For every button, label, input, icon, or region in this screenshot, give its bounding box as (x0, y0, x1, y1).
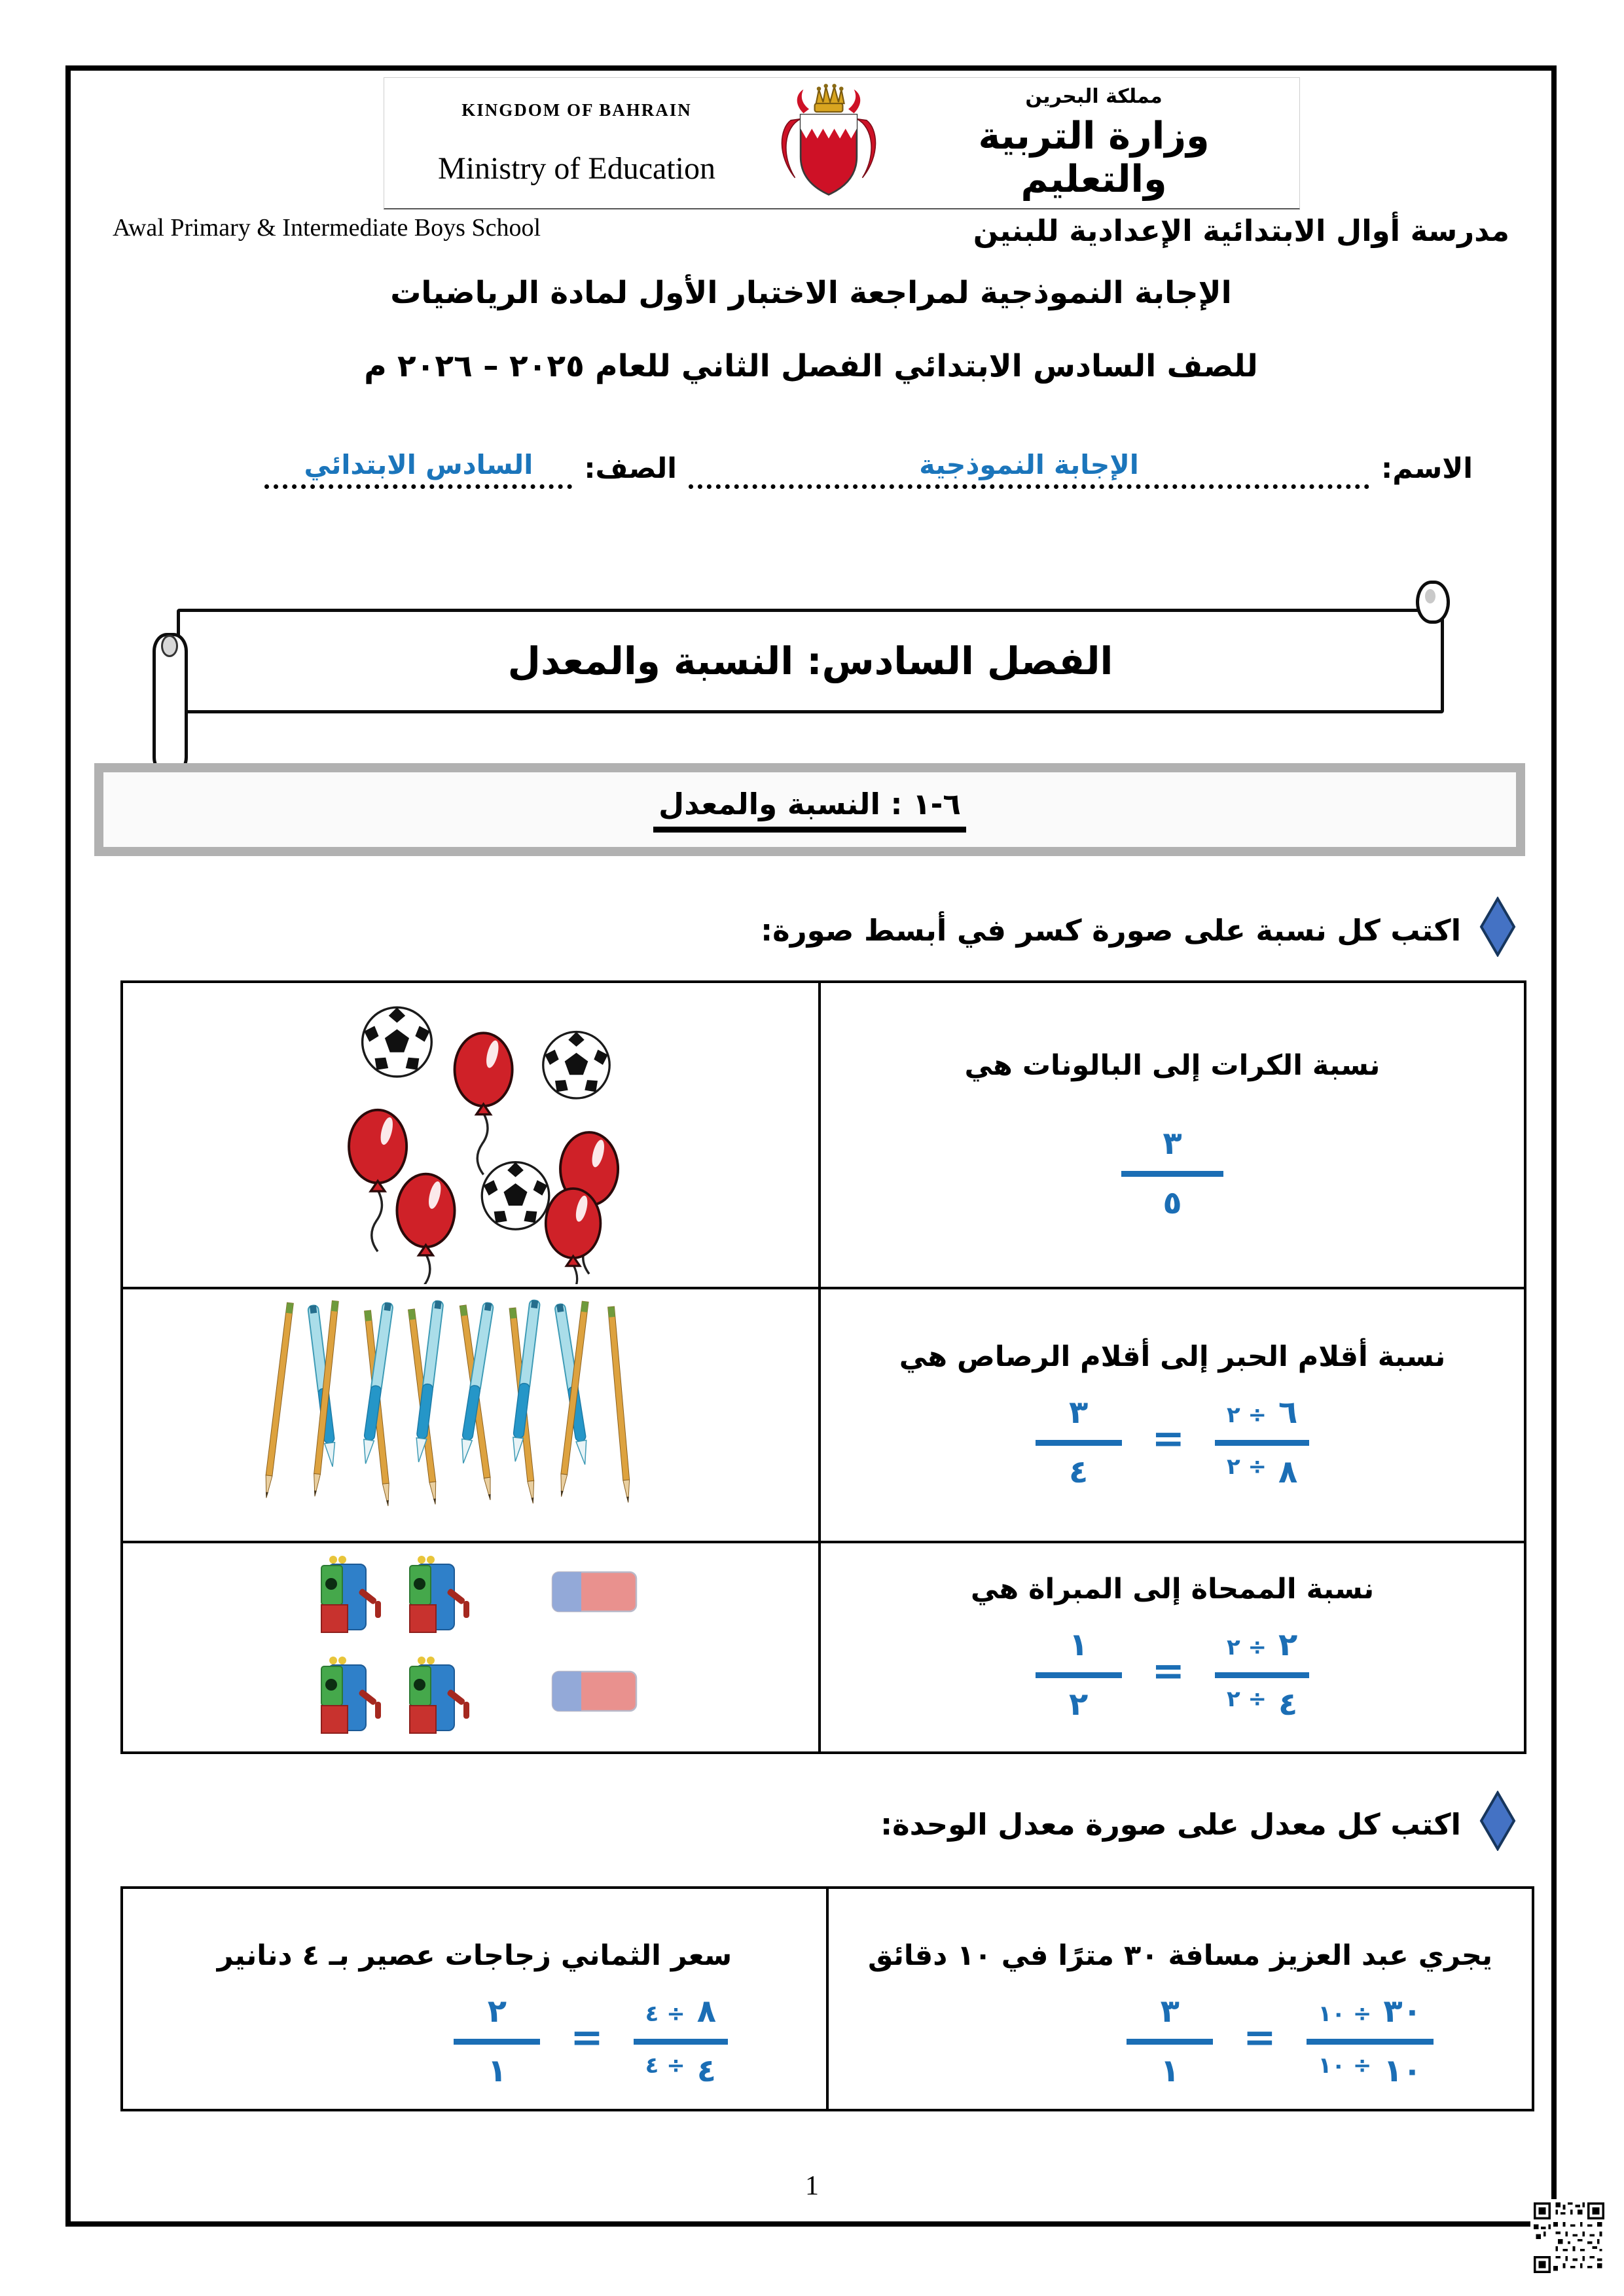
document-title-line1: الإجابة النموذجية لمراجعة الاختبار الأول لمادة الرياضيات (390, 275, 1232, 311)
answer-fraction (821, 1124, 1524, 1221)
fraction-numerator: ٣ (1036, 1393, 1122, 1446)
fraction-numerator: ٢ (454, 1992, 540, 2045)
fraction-numerator (1307, 1992, 1434, 2045)
class-label: الصف: (584, 452, 677, 485)
fraction-denominator: ٤ (1069, 1453, 1089, 1490)
fraction-numerator: ١ (1036, 1625, 1122, 1678)
denominator-division: ÷ ٢ (1226, 1685, 1267, 1712)
ratios-table (120, 980, 1526, 1754)
ministry-name-arabic: وزارة التربية والتعليم (978, 115, 1210, 201)
equals-sign: = (570, 2015, 604, 2060)
answer-equation (821, 1625, 1524, 1723)
fraction-numerator: ٣ (1127, 1992, 1213, 2045)
table-row (122, 1888, 1533, 2110)
fraction-denominator (634, 2045, 728, 2089)
qr-code-icon (1530, 2199, 1608, 2276)
fraction-denominator: ١ (487, 2052, 507, 2089)
scroll-left-roll (153, 633, 188, 776)
numerator-division: ÷ ٢ (1226, 1634, 1267, 1660)
bahrain-coat-of-arms-icon (780, 81, 878, 206)
rate-cell-juice (122, 1888, 827, 2110)
table-row (122, 982, 1525, 1288)
school-name-row (113, 213, 1509, 248)
fraction-numerator (1215, 1625, 1309, 1678)
numerator-value: ٨ (696, 1992, 716, 2030)
numerator-division: ÷ ٤ (645, 2000, 685, 2027)
kingdom-name-arabic: مملكة البحرين (1025, 85, 1163, 108)
name-label: الاسم: (1381, 452, 1473, 485)
section-header (94, 763, 1525, 856)
section-title: ٦-١ : النسبة والمعدل (653, 787, 966, 833)
equals-sign: = (1243, 2015, 1276, 2060)
answer-equation (821, 1393, 1524, 1490)
original-fraction (1307, 1992, 1434, 2089)
result-fraction (454, 1992, 540, 2089)
original-fraction (634, 1992, 728, 2089)
ratio-question: نسبة الكرات إلى البالونات هي (964, 1049, 1380, 1082)
result-fraction (1121, 1124, 1223, 1221)
letterhead-arabic (904, 85, 1284, 201)
ministry-name-english: Ministry of Education (438, 151, 715, 186)
ministry-letterhead (384, 77, 1300, 209)
document-title-line2: للصف السادس الابتدائي الفصل الثاني للعام ٢٠٢٥ – ٢٠٢٦ م (364, 348, 1258, 384)
question1-prompt-row (761, 897, 1516, 964)
answer-cell (820, 1288, 1525, 1542)
class-field: السادس الابتدائي (264, 449, 572, 489)
unit-rates-table (120, 1886, 1534, 2111)
answer-cell (820, 1542, 1525, 1753)
denominator-division: ÷ ٤ (645, 2052, 685, 2079)
table-row (122, 1542, 1525, 1753)
page-frame (65, 65, 1557, 2227)
answer-equation (123, 1992, 826, 2089)
denominator-value: ١٠ (1383, 2052, 1422, 2089)
question1-prompt: اكتب كل نسبة على صورة كسر في أبسط صورة: (761, 913, 1461, 948)
school-name-arabic: مدرسة أوال الابتدائية الإعدادية للبنين (973, 213, 1509, 248)
fraction-denominator: ٢ (1069, 1685, 1089, 1723)
table-row (122, 1288, 1525, 1542)
numerator-division: ÷ ١٠ (1318, 2000, 1372, 2027)
question2-prompt-row (880, 1791, 1516, 1858)
answer-cell (820, 982, 1525, 1288)
denominator-value: ٤ (696, 2052, 716, 2089)
fraction-denominator (1215, 1446, 1309, 1490)
original-fraction (1215, 1625, 1309, 1723)
fraction-denominator: ١ (1160, 2052, 1180, 2089)
denominator-division: ÷ ٢ (1226, 1453, 1267, 1480)
chapter-banner (177, 609, 1444, 713)
scroll-right-curl (1416, 581, 1450, 624)
denominator-division: ÷ ١٠ (1318, 2052, 1372, 2079)
ratio-question: نسبة الممحاة إلى المبراة هي (970, 1572, 1375, 1605)
fraction-numerator: ٣ (1121, 1124, 1223, 1177)
student-info-row (110, 449, 1473, 489)
answer-equation (829, 1992, 1532, 2089)
rate-cell-running (827, 1888, 1533, 2110)
result-fraction (1127, 1992, 1213, 2089)
footballs-and-balloons-illustration (122, 982, 820, 1288)
numerator-value: ٢ (1278, 1626, 1298, 1663)
numerator-value: ٦ (1278, 1393, 1298, 1431)
name-field: الإجابة النموذجية (689, 449, 1369, 489)
page-number: 1 (805, 2171, 819, 2201)
rate-question: يجري عبد العزيز مسافة ٣٠ مترًا في ١٠ دقائق (868, 1939, 1492, 1972)
denominator-value: ٨ (1278, 1453, 1298, 1490)
fraction-denominator (1215, 1678, 1309, 1723)
ratio-question: نسبة أقلام الحبر إلى أقلام الرصاص هي (899, 1340, 1446, 1373)
sharpeners-and-erasers-illustration (122, 1542, 820, 1753)
numerator-value: ٣٠ (1383, 1992, 1422, 2030)
equals-sign: = (1151, 1416, 1185, 1462)
equals-sign: = (1151, 1648, 1185, 1694)
fraction-numerator (634, 1992, 728, 2045)
original-fraction (1215, 1393, 1309, 1490)
rate-question: سعر الثماني زجاجات عصير بـ ٤ دنانير (217, 1939, 732, 1972)
school-name-english: Awal Primary & Intermediate Boys School (113, 214, 541, 242)
numerator-division: ÷ ٢ (1226, 1401, 1267, 1428)
fraction-denominator: ٥ (1163, 1184, 1182, 1221)
letterhead-english (400, 100, 753, 187)
denominator-value: ٤ (1278, 1685, 1298, 1723)
diamond-icon (1479, 1791, 1516, 1858)
fraction-numerator (1215, 1393, 1309, 1446)
fraction-denominator (1307, 2045, 1434, 2089)
diamond-icon (1479, 897, 1516, 964)
result-fraction (1036, 1393, 1122, 1490)
chapter-title: الفصل السادس: النسبة والمعدل (507, 639, 1113, 683)
result-fraction (1036, 1625, 1122, 1723)
pens-and-pencils-illustration (122, 1288, 820, 1542)
kingdom-name-english: KINGDOM OF BAHRAIN (461, 99, 692, 120)
question2-prompt: اكتب كل معدل على صورة معدل الوحدة: (880, 1807, 1461, 1842)
